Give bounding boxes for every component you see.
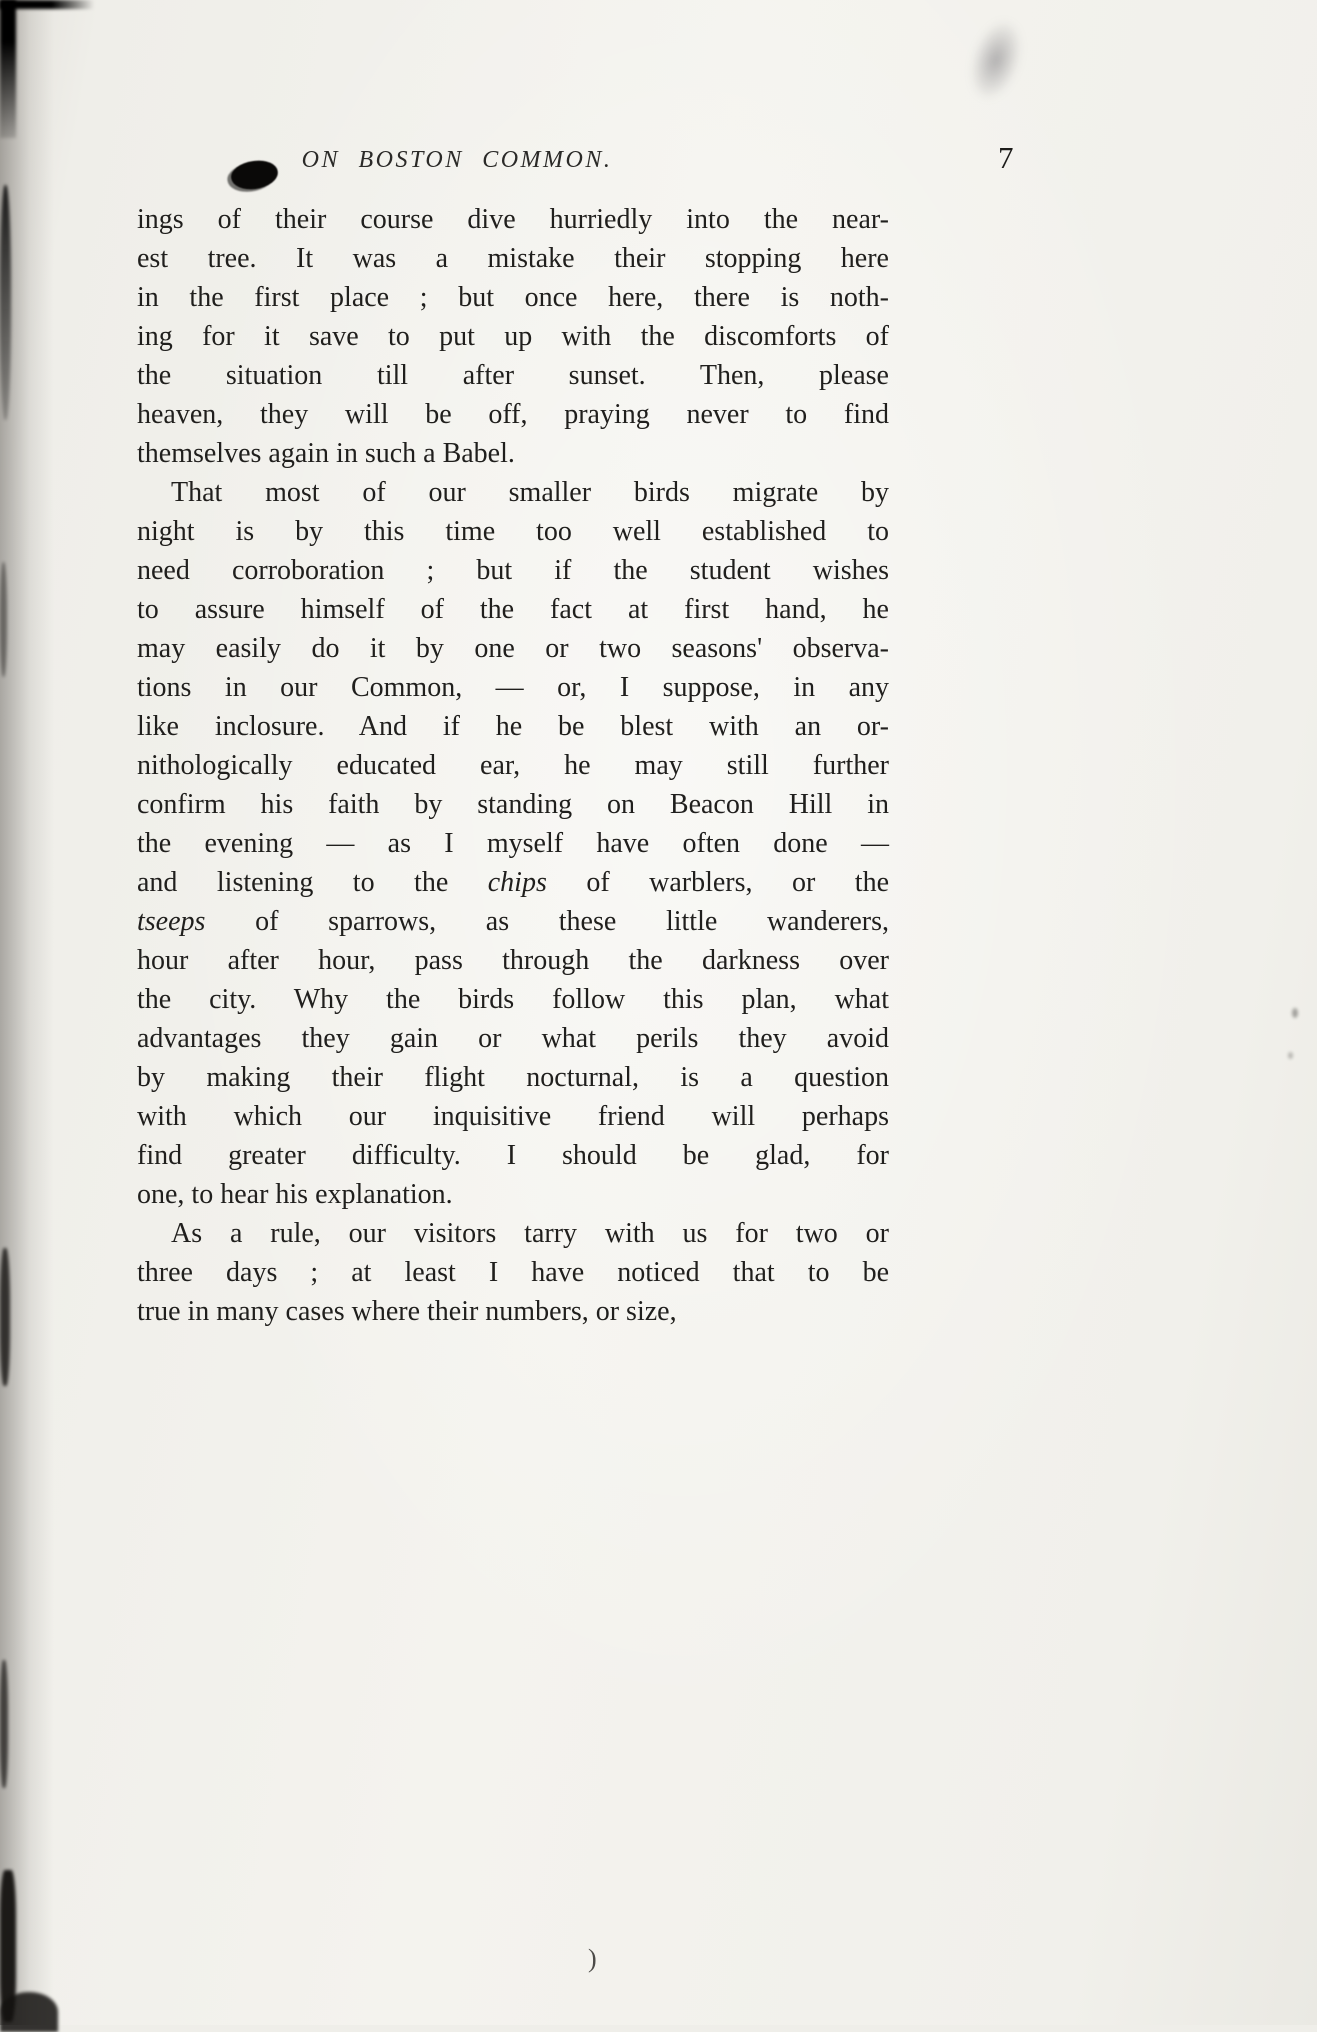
text-line: one, to hear his explanation. <box>137 1179 453 1210</box>
text-line: tseeps of sparrows, as these little wanderers, <box>137 906 889 937</box>
page-number: 7 <box>998 140 1014 175</box>
scan-artifact-bottom-left <box>0 1992 58 2032</box>
text-line: the situation till after sunset. Then, please <box>137 360 889 391</box>
text-line: the city. Why the birds follow this plan, what <box>137 984 889 1015</box>
paragraph <box>137 1214 889 1331</box>
text-line: nithologically educated ear, he may still further <box>137 750 889 781</box>
text-line: ings of their course dive hurriedly into the near- <box>137 204 889 235</box>
text-line: need corroboration ; but if the student wishes <box>137 555 889 586</box>
text-line: ing for it save to put up with the discomforts of <box>137 321 889 352</box>
scan-artifact-left-2 <box>0 562 7 677</box>
scan-artifact-left-4 <box>0 1660 8 1788</box>
scan-speck <box>1292 1008 1298 1018</box>
body-text <box>137 200 889 1331</box>
text-line: heaven, they will be off, praying never to find <box>137 399 889 430</box>
paragraph <box>137 473 889 1214</box>
text-line: in the first place ; but once here, there is noth- <box>137 282 889 313</box>
text-line: the evening — as I myself have often done — <box>137 828 889 859</box>
stray-mark: ) <box>588 1944 597 1973</box>
paragraph <box>137 200 889 473</box>
text-line: tions in our Common, — or, I suppose, in any <box>137 672 889 703</box>
scan-speck <box>1288 1052 1293 1059</box>
text-line: may easily do it by one or two seasons' observa- <box>137 633 889 664</box>
text-line: like inclosure. And if he be blest with an or- <box>137 711 889 742</box>
scan-artifact-top-left <box>0 0 16 138</box>
text-line: find greater difficulty. I should be glad, for <box>137 1140 889 1171</box>
scan-artifact-left-1 <box>0 185 11 420</box>
scan-artifact-left-3 <box>0 1248 10 1386</box>
text-line: hour after hour, pass through the darkness over <box>137 945 889 976</box>
text-line: As a rule, our visitors tarry with us for two or <box>171 1218 889 1249</box>
text-line: advantages they gain or what perils they avoid <box>137 1023 889 1054</box>
text-line: That most of our smaller birds migrate by <box>171 477 889 508</box>
text-line: est tree. It was a mistake their stopping here <box>137 243 889 274</box>
scan-smudge-top-right <box>960 13 1032 108</box>
text-line: themselves again in such a Babel. <box>137 438 515 469</box>
text-line: to assure himself of the fact at first hand, he <box>137 594 889 625</box>
running-title: ON BOSTON COMMON. <box>301 147 613 173</box>
text-line: true in many cases where their numbers, or size, <box>137 1296 677 1327</box>
text-line: by making their flight nocturnal, is a question <box>137 1062 889 1093</box>
text-line: with which our inquisitive friend will perhaps <box>137 1101 889 1132</box>
text-line: three days ; at least I have noticed that to be <box>137 1257 889 1288</box>
text-line: and listening to the chips of warblers, or the <box>137 867 889 898</box>
text-line: night is by this time too well established to <box>137 516 889 547</box>
text-line: confirm his faith by standing on Beacon Hill in <box>137 789 889 820</box>
